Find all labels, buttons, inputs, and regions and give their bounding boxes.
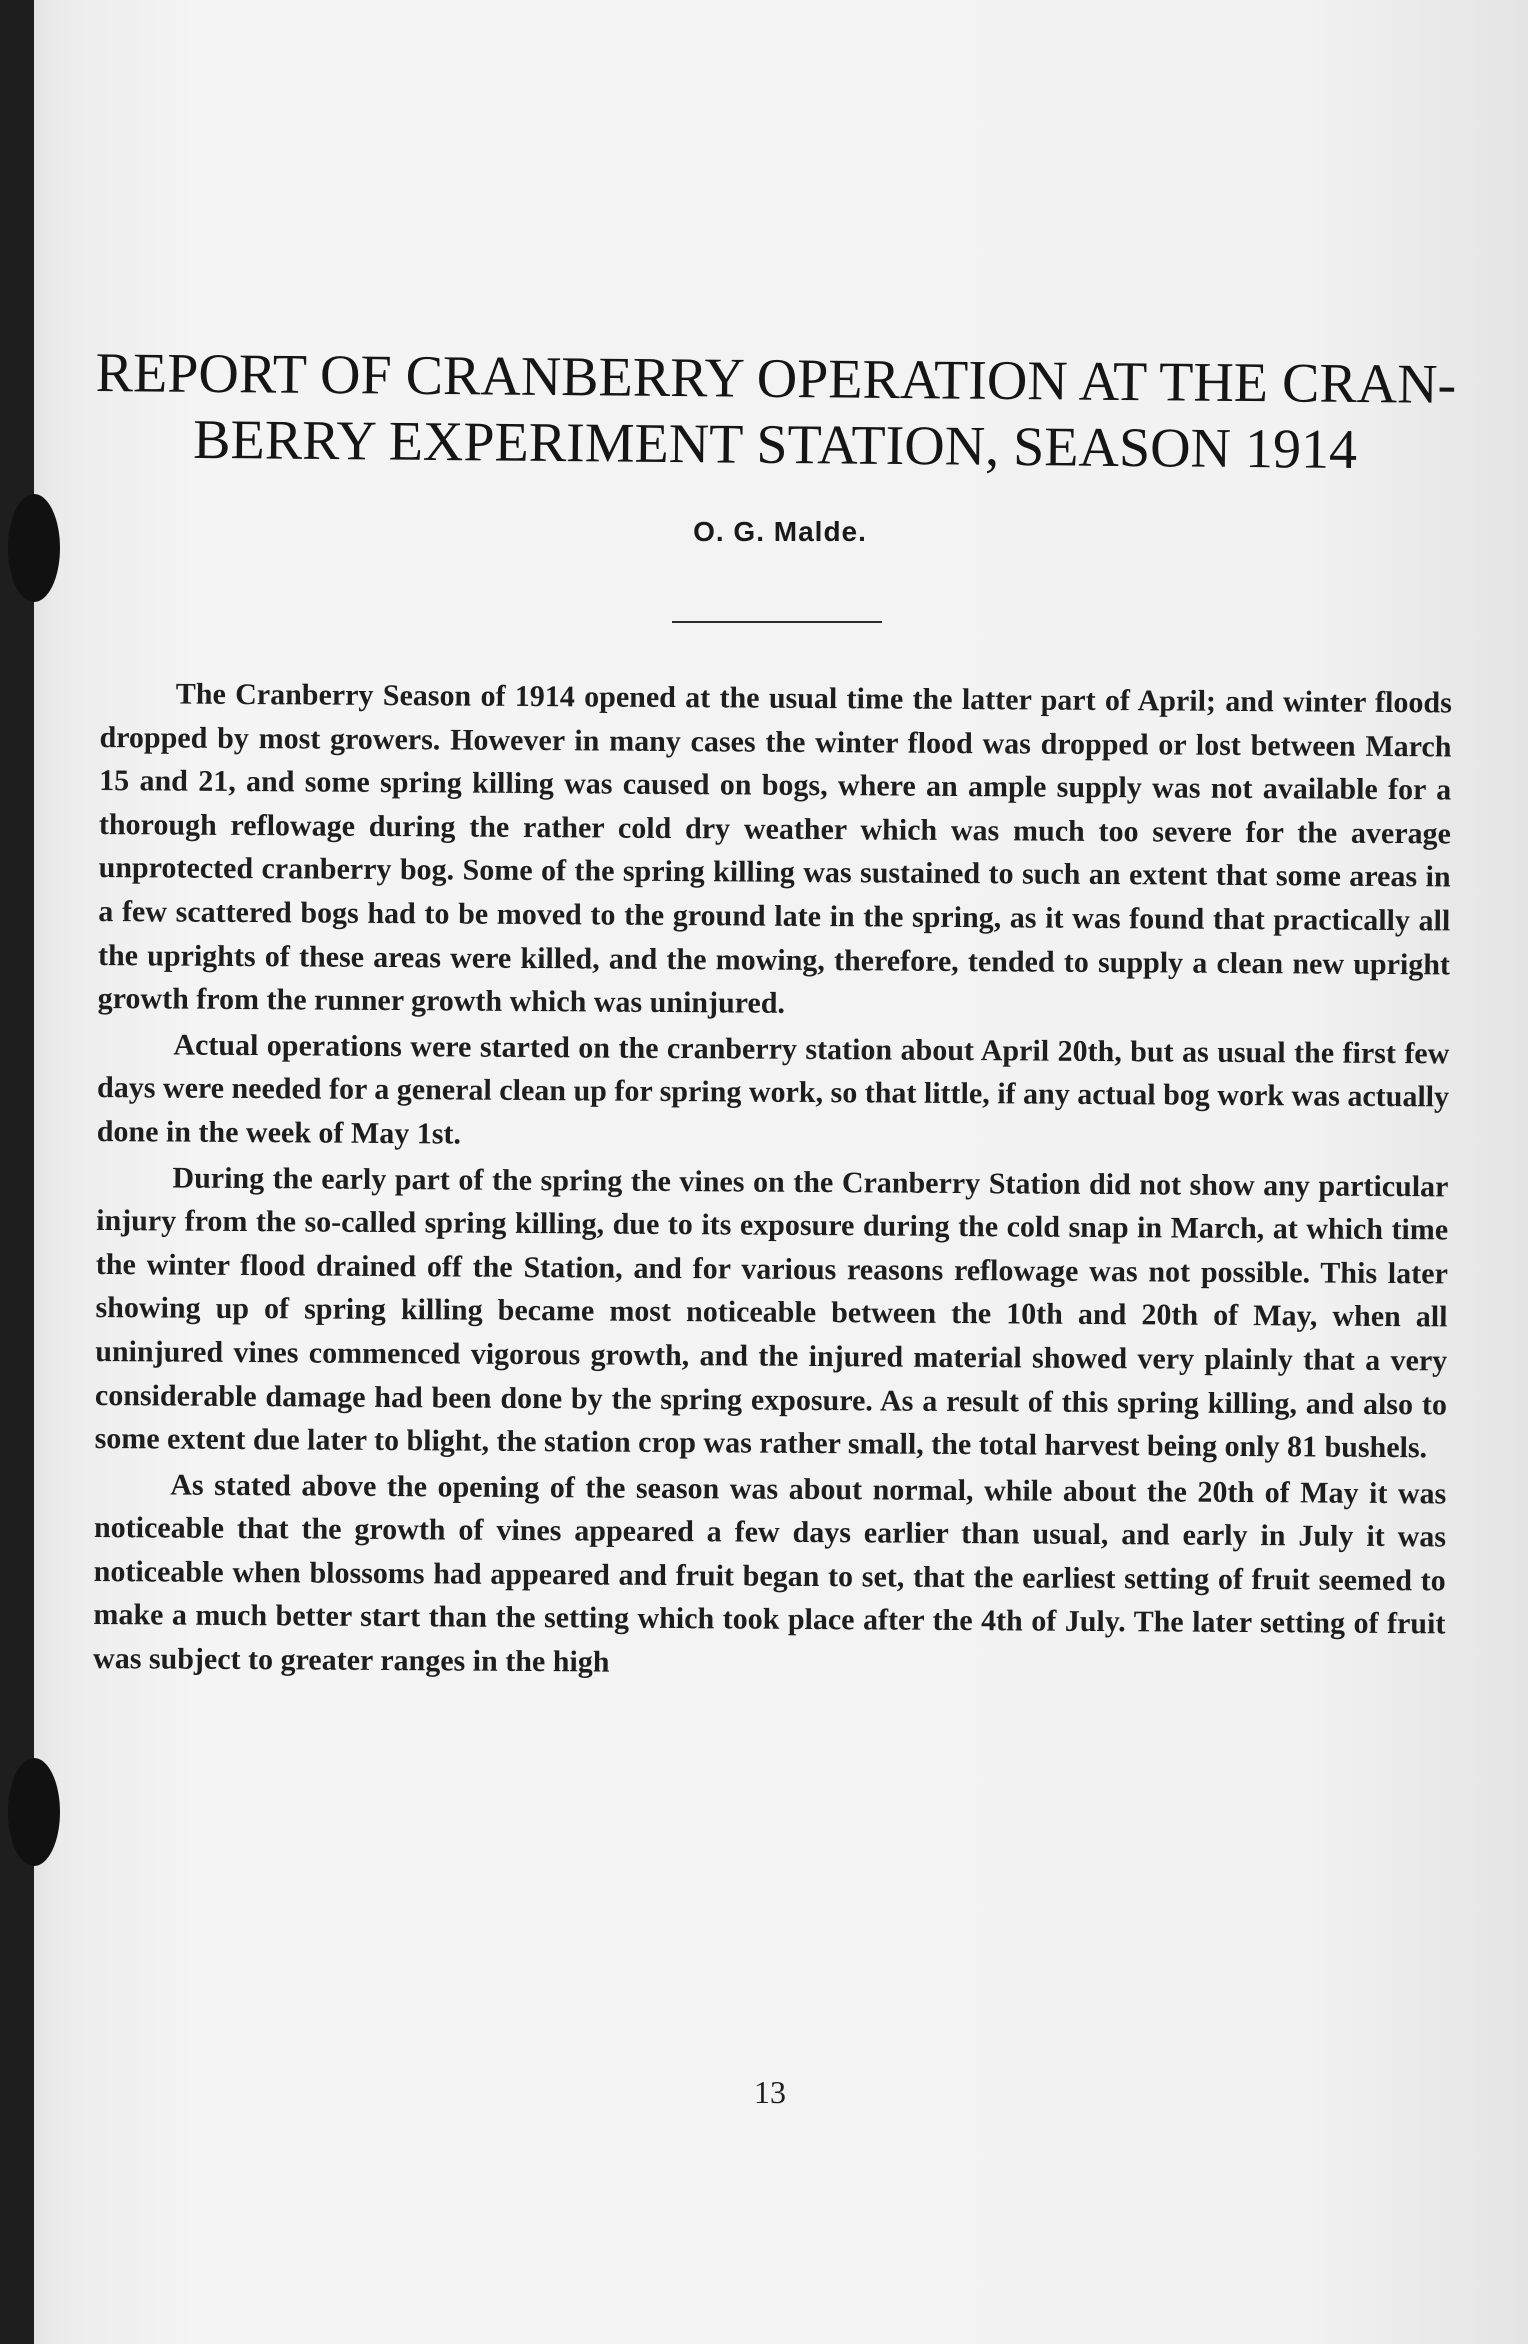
author-name: O. G. Malde. xyxy=(693,516,867,547)
paragraph-3: During the early part of the spring the vines on the Cranberry Station did not show any particular injury from the so-called spring killing, due to its exposure during the cold snap in March, at which time the winter flood drained off the Station, and for various reasons reflowage was not possible. This later showing up of spring killing became most noticeable between the 10th and 20th of May, when all uninjured vines commenced vigorous growth, and the injured material showed very plainly that a very considerable damage had been done by the spring exposure. As a result of this spring killing, and also to some extent due later to blight, the station crop was rather small, the total harvest being only 81 bushels. xyxy=(94,1161,1449,1465)
paragraph-2: Actual operations were started on the cranberry station about April 20th, but as usual the first few days were needed for a general clean up for spring work, so that little, if any actual bog work was actually done in the week of May 1st. xyxy=(96,1028,1450,1151)
title-line-2: BERRY EXPERIMENT STATION, SEASON 1914 xyxy=(192,408,1358,482)
report-body xyxy=(93,672,1452,1692)
binding-hole-upper xyxy=(8,494,60,602)
binding-edge xyxy=(0,0,34,2344)
binding-hole-lower xyxy=(8,1758,60,1866)
title-line-1: REPORT OF CRANBERRY OPERATION AT THE CRAN- xyxy=(95,341,1457,416)
paragraph-1: The Cranberry Season of 1914 opened at the usual time the latter part of April; and winter floods dropped by most growers. However in many cases the winter flood was dropped or lost between March 15 and 21, and some spring killing was caused on bogs, where an ample supply was not available for a thorough reflowage during the rather cold dry weather which was much too severe for the average unprotected cranberry bog. Some of the spring killing was sustained to such an extent that some areas in a few scattered bogs had to be moved to the ground late in the spring, as it was found that practically all the uprights of these areas were killed, and the mowing, therefore, tended to supply a clean new upright growth from the runner growth which was uninjured. xyxy=(97,677,1452,1020)
report-title xyxy=(95,340,1456,484)
paragraph-4: As stated above the opening of the season was about normal, while about the 20th of May it was noticeable that the growth of vines appeared a few days earlier than usual, and early in July it was noticeable when blossoms had appeared and fruit began to set, that the earliest setting of fruit seemed to make a much better start than the setting which took place after the 4th of July. The later setting of fruit was subject to greater ranges in the high xyxy=(92,1468,1447,1679)
page-number: 13 xyxy=(754,2074,786,2110)
title-divider xyxy=(672,621,882,623)
